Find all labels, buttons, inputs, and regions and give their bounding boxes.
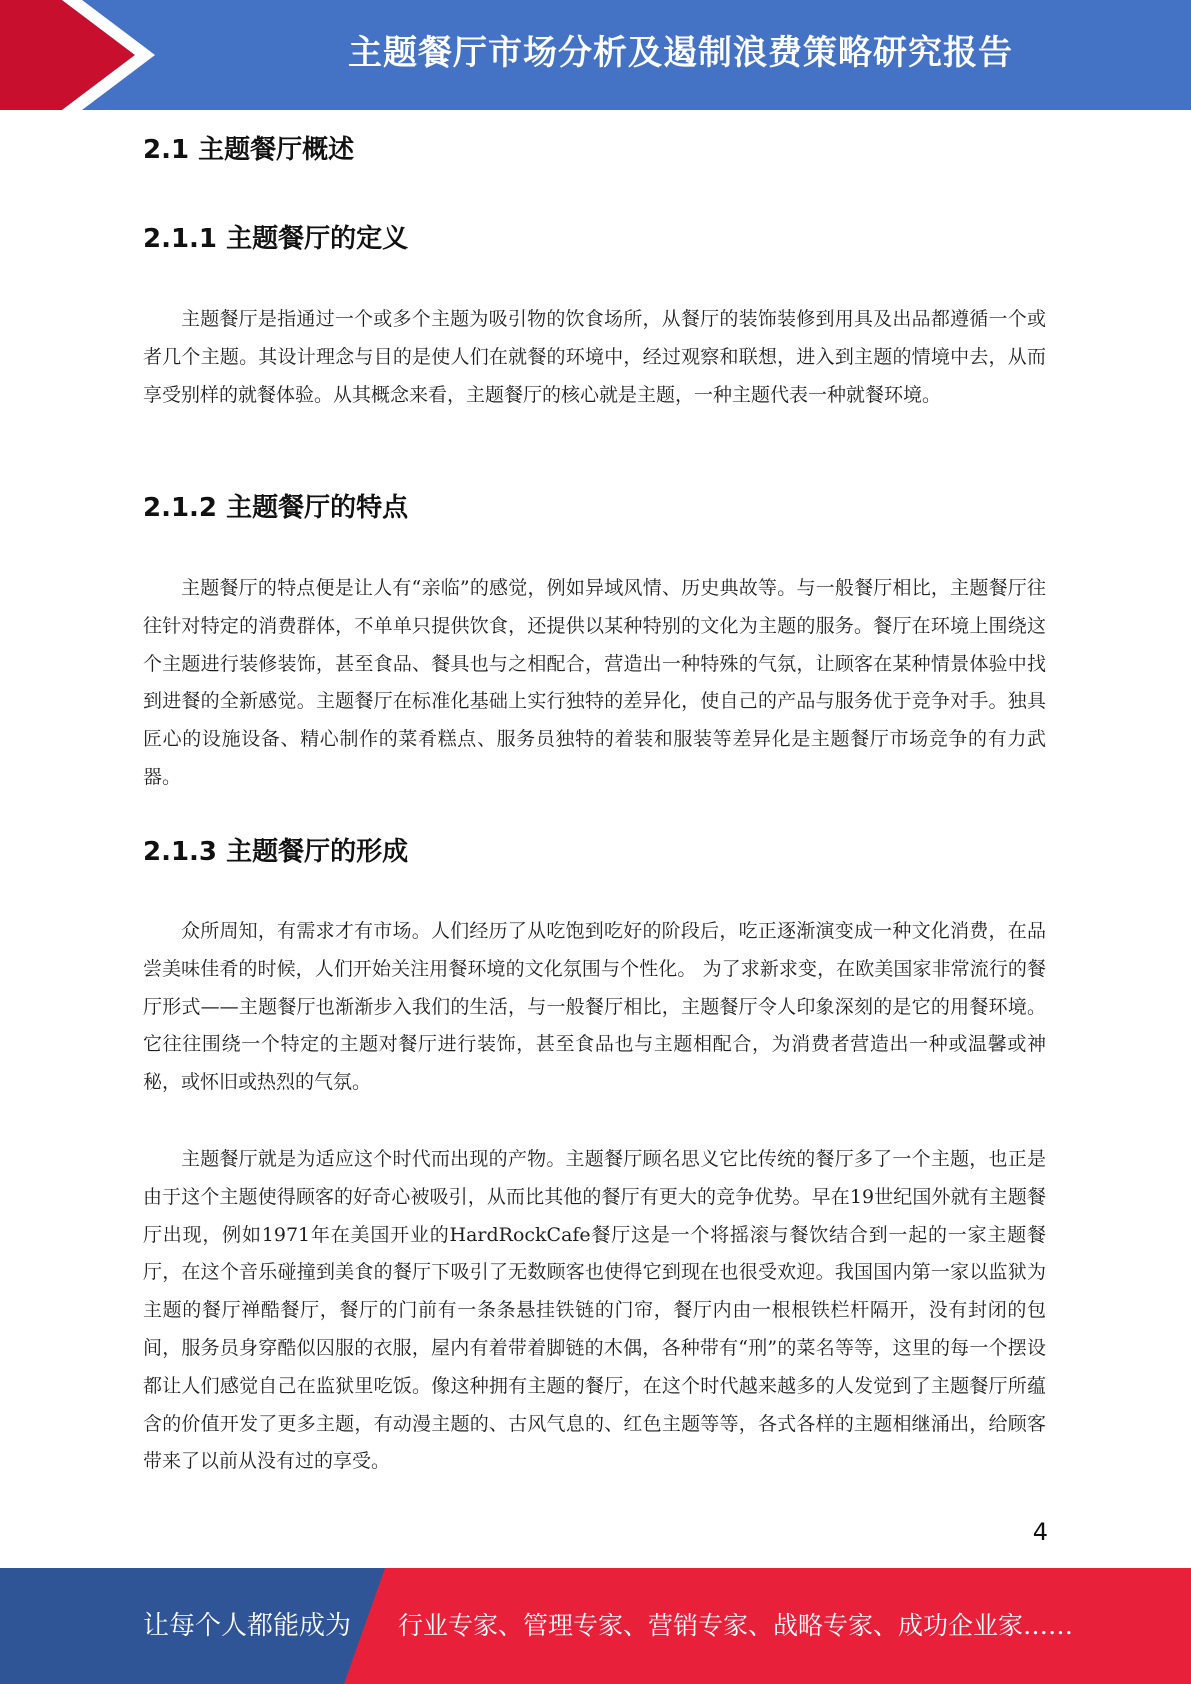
header-arrow-decoration [0, 0, 170, 110]
section-heading-2-1: 2.1 主题餐厅概述 [143, 135, 355, 165]
section-heading-2-1-1: 2.1.1 主题餐厅的定义 [143, 224, 409, 254]
report-title: 主题餐厅市场分析及遏制浪费策略研究报告 [348, 33, 1013, 73]
paragraph-characteristics: 主题餐厅的特点便是让人有“亲临”的感觉，例如异域风情、历史典故等。与一般餐厅相比，主题餐厅往往针对特定的消费群体，不单单只提供饮食，还提供以某种特别的文化为主题的服务。餐厅在环境上围绕这个主题进行装修装饰，甚至食品、餐具也与之相配合，营造出一种特殊的气氛，让顾客在某种情景体验中找到进餐的全新感觉。主题餐厅在标准化基础上实行独特的差异化，使自己的产品与服务优于竞争对手。独具匠心的设施设备、精心制作的菜肴糕点、服务员独特的着装和服装等差异化是主题餐厅市场竞争的有力武器。 [143, 577, 1046, 788]
paragraph-formation-2: 主题餐厅就是为适应这个时代而出现的产物。主题餐厅顾名思义它比传统的餐厅多了一个主题，也正是由于这个主题使得顾客的好奇心被吸引，从而比其他的餐厅有更大的竞争优势。早在19世纪国外就有主题餐厅出现，例如1971年在美国开业的HardRockCafe餐厅这是一个将摇滚与餐饮结合到一起的一家主题餐厅，在这个音乐碰撞到美食的餐厅下吸引了无数顾客也使得它到现在也很受欢迎。我国国内第一家以监狱为主题的餐厅禅酷餐厅，餐厅的门前有一条条悬挂铁链的门帘，餐厅内由一根根铁栏杆隔开，没有封闭的包间，服务员身穿酷似囚服的衣服，屋内有着带着脚链的木偶，各种带有“刑”的菜名等等，这里的每一个摆设都让人们感觉自己在监狱里吃饭。像这种拥有主题的餐厅，在这个时代越来越多的人发觉到了主题餐厅所蕴含的价值开发了更多主题，有动漫主题的、古风气息的、红色主题等等，各式各样的主题相继涌出，给顾客带来了以前从没有过的享受。 [143, 1148, 1046, 1473]
paragraph-formation-1: 众所周知，有需求才有市场。人们经历了从吃饱到吃好的阶段后，吃正逐渐演变成一种文化消费，在品尝美味佳肴的时候，人们开始关注用餐环境的文化氛围与个性化。 为了求新求变，在欧美国家非常流行的餐厅形式——主题餐厅也渐渐步入我们的生活，与一般餐厅相比，主题餐厅令人印象深刻的是它的用餐环境。它往往围绕一个特定的主题对餐厅进行装饰，甚至食品也与主题相配合，为消费者营造出一种或温馨或神秘，或怀旧或热烈的气氛。 [143, 920, 1046, 1094]
footer-slogan-right: 行业专家、管理专家、营销专家、战略专家、成功企业家…… [398, 1611, 1074, 1640]
footer-slogan-left: 让每个人都能成为 [143, 1611, 352, 1641]
header-banner [0, 0, 1191, 110]
footer-banner [0, 1568, 1191, 1684]
section-heading-2-1-2: 2.1.2 主题餐厅的特点 [143, 493, 409, 523]
page-number: 4 [1032, 1518, 1048, 1546]
paragraph-definition: 主题餐厅是指通过一个或多个主题为吸引物的饮食场所，从餐厅的装饰装修到用具及出品都遵循一个或者几个主题。其设计理念与目的是使人们在就餐的环境中，经过观察和联想，进入到主题的情境中去，从而享受别样的就餐体验。从其概念来看，主题餐厅的核心就是主题，一种主题代表一种就餐环境。 [143, 308, 1046, 406]
section-heading-2-1-3: 2.1.3 主题餐厅的形成 [143, 837, 409, 867]
